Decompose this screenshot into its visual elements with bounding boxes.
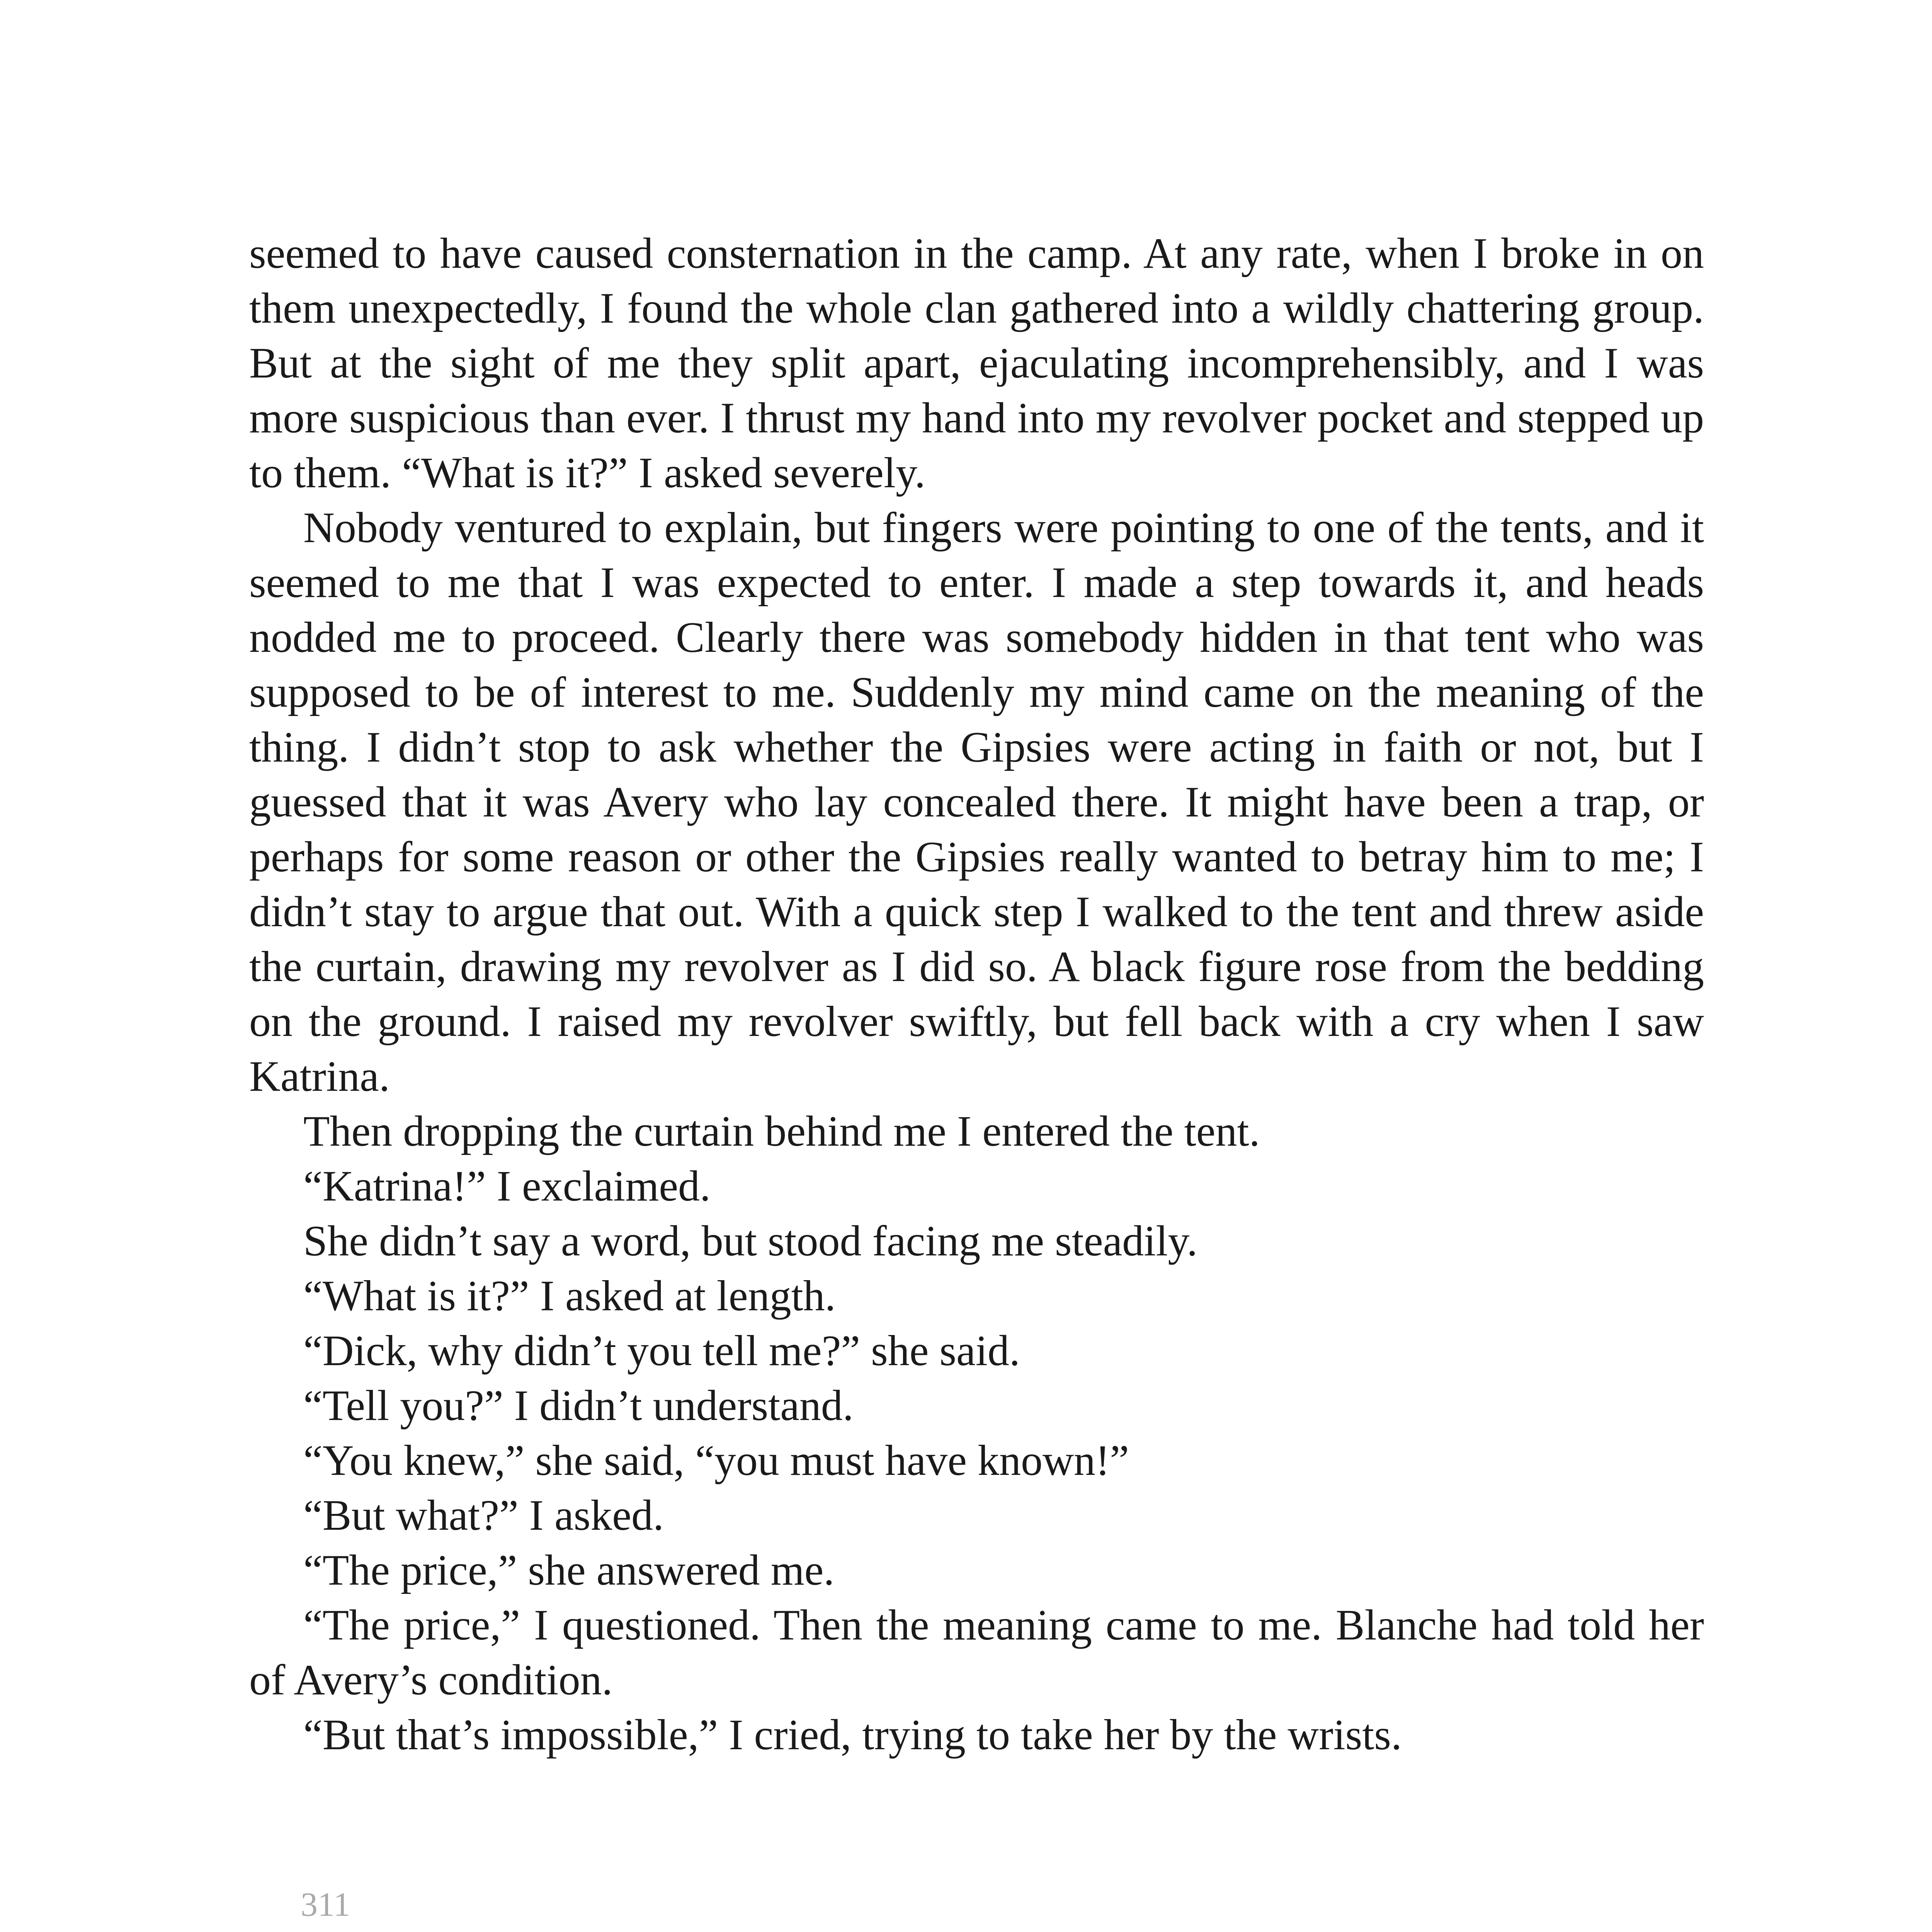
text-block-top [249, 226, 1704, 1762]
paragraph: “Katrina!” I exclaimed. [303, 1162, 711, 1210]
paragraph: “Tell you?” I didn’t understand. [303, 1382, 854, 1430]
paragraph: “Dick, why didn’t you tell me?” she said. [303, 1327, 1020, 1375]
paragraph: “But that’s impossible,” I cried, trying to take her by the wrists. [303, 1711, 1402, 1759]
paragraph: “The price,” she answered me. [303, 1546, 835, 1594]
page-number: 311 [301, 1886, 350, 1923]
paragraph: seemed to have caused consternation in the camp. At any rate, when I broke in on them unexpectedly, I found the whole clan gathered into a wildly chattering group. But at the sight of me they split apart, ejaculating incomprehensibly, and I was more suspicious than ever. I thrust my hand into my revolver pocket and stepped up to them. “What is it?” I asked severely. [249, 230, 1704, 497]
paragraph: “What is it?” I asked at length. [303, 1272, 836, 1320]
paragraph: “The price,” I questioned. Then the meaning came to me. Blanche had told her of Avery’s condition. [249, 1601, 1704, 1704]
paragraph: She didn’t say a word, but stood facing me steadily. [303, 1217, 1198, 1265]
paragraph: “But what?” I asked. [303, 1492, 664, 1539]
paragraph: Then dropping the curtain behind me I entered the tent. [303, 1107, 1260, 1155]
paragraph: Nobody ventured to explain, but fingers were pointing to one of the tents, and it seemed to me that I was expected to enter. I made a step towards it, and heads nodded me to proceed. Clearly there was somebody hidden in that tent who was supposed to be of interest to me. Suddenly my mind came on the meaning of the thing. I didn’t stop to ask whether the Gipsies were acting in faith or not, but I guessed that it was Avery who lay concealed there. It might have been a trap, or perhaps for some reason or other the Gipsies really wanted to betray him to me; I didn’t stay to argue that out. With a quick step I walked to the tent and threw aside the curtain, drawing my revolver as I did so. A black figure rose from the bedding on the ground. I raised my revolver swiftly, but fell back with a cry when I saw Katrina. [249, 504, 1704, 1100]
paragraph: “You knew,” she said, “you must have known!” [303, 1437, 1129, 1485]
